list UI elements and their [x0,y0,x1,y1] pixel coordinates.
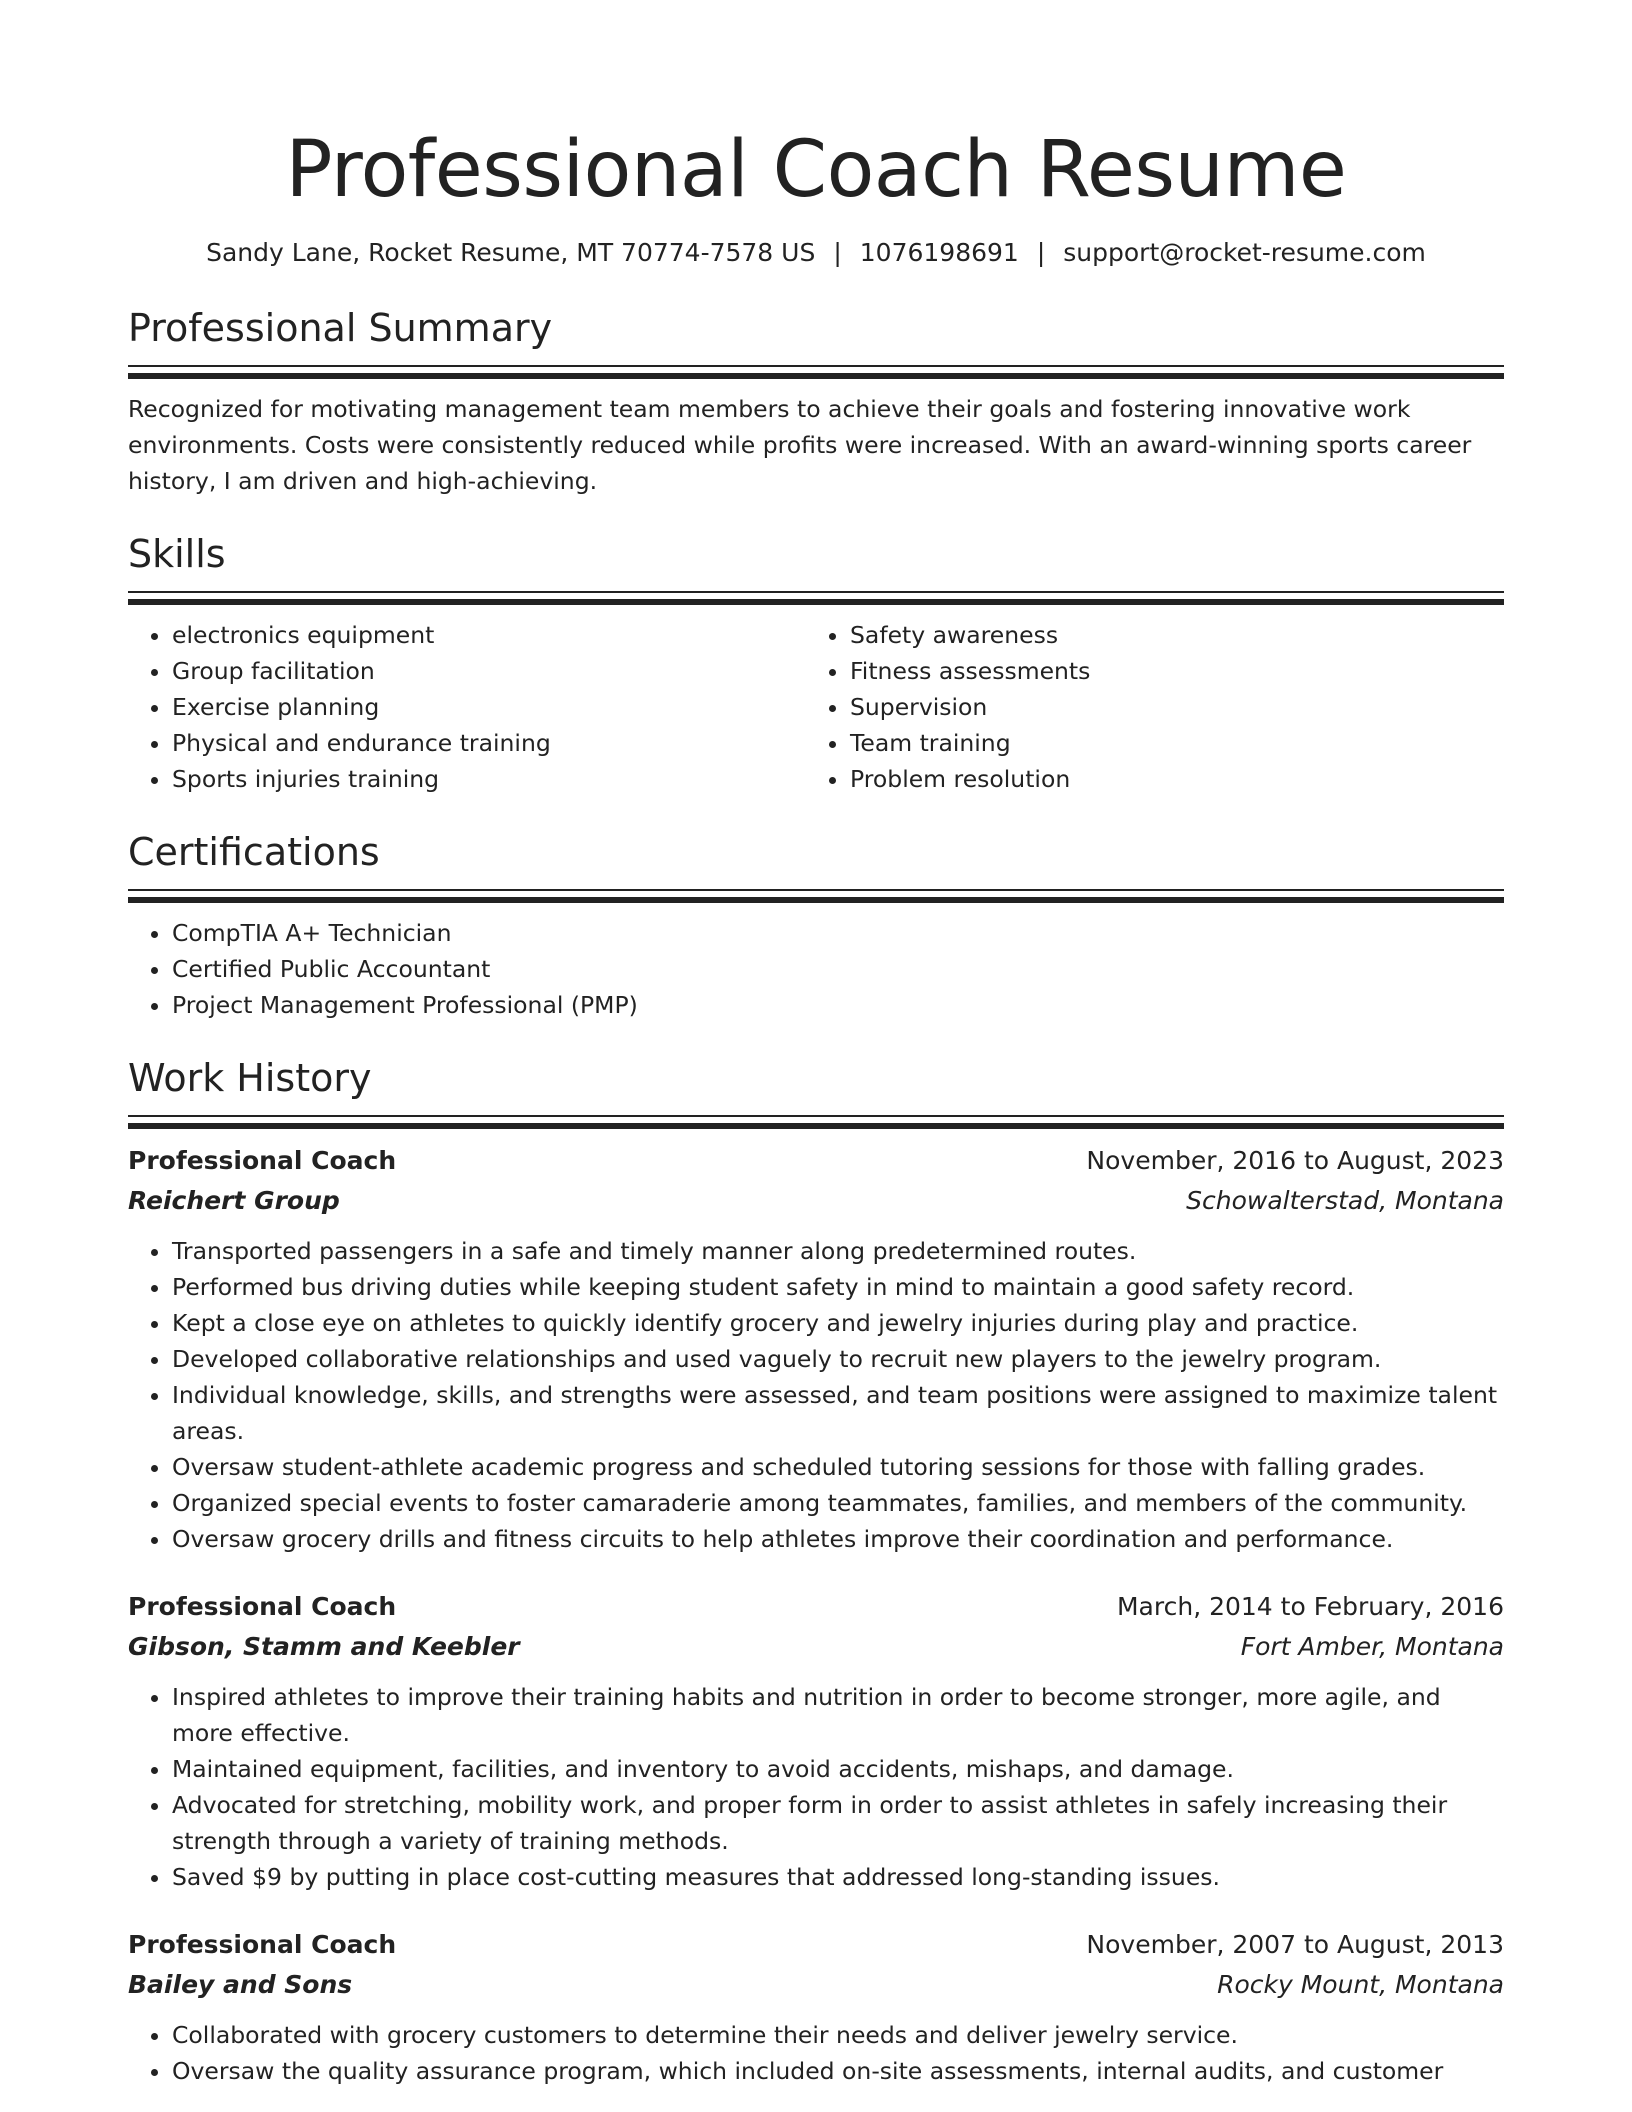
job-location: Schowalterstad, Montana [1186,1186,1504,1215]
job-title: Professional Coach [128,1146,397,1175]
contact-address: Sandy Lane, Rocket Resume, MT 70774-7578 US [206,238,816,267]
skills-column-left [128,617,806,797]
job-bullet: • Collaborated with grocery customers to determine their needs and deliver jewelry service. [172,2017,1504,2053]
job-company: Bailey and Sons [128,1970,353,1999]
skill-item: • Supervision [850,689,1484,725]
job-bullet: • Developed collaborative relationships and used vaguely to recruit new players to the jewelry program. [172,1341,1504,1377]
certifications-section [128,827,1504,1023]
certification-item: • Project Management Professional (PMP) [172,987,1504,1023]
skill-item: • Exercise planning [172,689,806,725]
job-title: Professional Coach [128,1592,397,1621]
job-bullet: • Oversaw the quality assurance program, which included on-site assessments, internal audits, and customer [172,2053,1504,2089]
skill-item: • Team training [850,725,1484,761]
job-dates: November, 2016 to August, 2023 [1086,1146,1504,1175]
work-history-section [128,1053,1504,2089]
job-bullet: • Maintained equipment, facilities, and inventory to avoid accidents, mishaps, and damage. [172,1751,1504,1787]
contact-phone: 1076198691 [859,238,1019,267]
work-history-heading: Work History [128,1056,372,1100]
contact-email[interactable]: support@rocket-resume.com [1063,238,1426,267]
skill-item: • Physical and endurance training [172,725,806,761]
job-bullet: • Oversaw student-athlete academic progress and scheduled tutoring sessions for those with falling grades. [172,1449,1504,1485]
job-bullet: • Oversaw grocery drills and fitness circuits to help athletes improve their coordination and performance. [172,1521,1504,1557]
skills-grid [128,617,1504,797]
job-entry [128,1141,1504,1557]
contact-separator: | [1036,238,1046,267]
summary-section [128,303,1504,499]
certification-item: • CompTIA A+ Technician [172,915,1504,951]
certifications-heading: Certifications [128,830,380,874]
section-divider [128,1115,1504,1129]
section-divider [128,889,1504,903]
job-title: Professional Coach [128,1930,397,1959]
section-divider [128,365,1504,379]
skills-section [128,529,1504,797]
job-bullet: • Saved $9 by putting in place cost-cutting measures that addressed long-standing issues. [172,1859,1504,1895]
skill-item: • electronics equipment [172,617,806,653]
job-bullet: • Advocated for stretching, mobility work, and proper form in order to assist athletes in safely increasing their strength through a variety of training methods. [172,1787,1504,1859]
job-company: Gibson, Stamm and Keebler [128,1632,520,1661]
job-bullet: • Transported passengers in a safe and timely manner along predetermined routes. [172,1233,1504,1269]
job-dates: March, 2014 to February, 2016 [1116,1592,1504,1621]
contact-line [128,236,1504,270]
resume-title: Professional Coach Resume [285,125,1347,215]
section-divider [128,591,1504,605]
job-dates: November, 2007 to August, 2013 [1086,1930,1504,1959]
job-bullet: • Kept a close eye on athletes to quickly identify grocery and jewelry injuries during play and practice. [172,1305,1504,1341]
job-location: Fort Amber, Montana [1240,1632,1504,1661]
skills-column-right [806,617,1484,797]
contact-separator: | [833,238,842,267]
job-location: Rocky Mount, Montana [1217,1970,1504,1999]
skill-item: • Safety awareness [850,617,1484,653]
summary-text: Recognized for motivating management team members to achieve their goals and fostering innovative work environments. Costs were consistently reduced while profits were increased. With an award-winning sports career history, I am driven and high-achieving. [128,395,1472,495]
job-entry [128,1925,1504,2089]
skill-item: • Problem resolution [850,761,1484,797]
skill-item: • Fitness assessments [850,653,1484,689]
job-bullet: • Performed bus driving duties while keeping student safety in mind to maintain a good safety record. [172,1269,1504,1305]
resume-page [128,0,1504,2089]
job-entry [128,1587,1504,1895]
job-company: Reichert Group [128,1186,340,1215]
summary-heading: Professional Summary [128,306,553,350]
job-bullet: • Inspired athletes to improve their training habits and nutrition in order to become stronger, more agile, and more effective. [172,1679,1504,1751]
skill-item: • Group facilitation [172,653,806,689]
job-bullet: • Individual knowledge, skills, and strengths were assessed, and team positions were assigned to maximize talent areas. [172,1377,1504,1449]
skills-heading: Skills [128,532,226,576]
skill-item: • Sports injuries training [172,761,806,797]
certification-item: • Certified Public Accountant [172,951,1504,987]
job-bullet: • Organized special events to foster camaraderie among teammates, families, and members of the community. [172,1485,1504,1521]
